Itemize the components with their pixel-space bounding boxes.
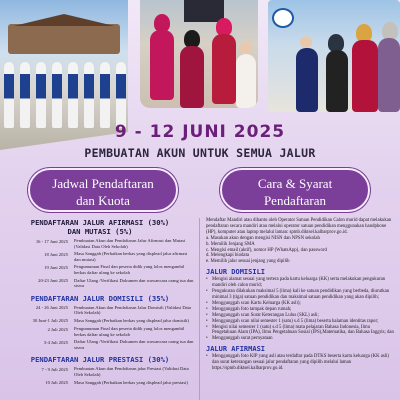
step-item: c. Mengisi email (aktif), nomor HP (WhatsApp), dan password: [206, 247, 327, 253]
requirement-text: Menggunggah scan Kartu Keluarga (KK asli);: [212, 300, 301, 306]
schedule-date: 20-23 Juni 2025: [38, 278, 68, 284]
afirmasi-requirements-title: JALUR AFIRMASI: [206, 345, 266, 354]
schedule-desc: Pengumuman Final dan peserta didik yang lolos mengambil berkas daftar ulang ke sekolah: [74, 264, 185, 275]
bullet-icon: •: [206, 300, 208, 306]
step-item: a. Masukan akun dengan mengisi NISN dan NPSN sekolah: [206, 235, 320, 241]
afirmasi-requirements-list: [206, 354, 394, 372]
schedule-date: 24 - 26 Juni 2025: [35, 305, 68, 311]
registration-steps: [206, 236, 394, 266]
requirement-item: [206, 289, 394, 301]
bullet-icon: •: [206, 312, 208, 318]
step-item: e. Memilih jalur sesuai jenjang yang dipilih: [206, 259, 290, 265]
schedule-date: 16 - 17 Juni 2025: [35, 238, 68, 244]
requirement-text: Menggunggah scan Surat Keterangan Lulus (SKL) asli;: [212, 312, 319, 318]
domisili-requirements-list: [206, 277, 394, 342]
step-item: d. Melengkapi biodata: [206, 253, 250, 259]
afirmasi-schedule-title: PENDAFTARAN JALUR AFIRMASI (30%): [30, 218, 170, 227]
schedule-row: [6, 251, 194, 262]
schedule-row: [6, 318, 194, 324]
schedule-date: 3-4 Juli 2025: [43, 339, 68, 345]
schedule-row: [6, 305, 194, 316]
logo-badge: [272, 8, 294, 28]
requirement-text: Mengisi nilai semester 1 (satu) s.d 5 (lima) mata pelajaran Bahasa Indonesia, Ilmu Pengetahuan Alam (IPA), Ilmu Pengetahuan Sosial (IPS),Matematika, dan Bahasa Inggris; dan: [212, 324, 394, 336]
band-members: [4, 62, 126, 128]
students-group-photo: [140, 0, 258, 108]
afirmasi-schedule-title-2: DAN MUTASI (5%): [67, 227, 133, 236]
pill-left-line1: Jadwal Pendaftaran: [52, 176, 154, 191]
bullet-icon: •: [206, 324, 208, 330]
column-divider: [199, 218, 200, 400]
schedule-row: [6, 238, 194, 249]
schedule-desc: Masa Sanggah (Perbaikan berkas yang displead jalur domisili): [74, 317, 189, 323]
requirement-text: Menggunggah scan nilai semester 1 (satu) s.d 5 (lima) beserta halaman identitas rapor;: [212, 318, 379, 324]
pill-right-line2: Pendaftaran: [263, 193, 327, 208]
schedule-date: 18 Juni 2025: [44, 251, 68, 257]
schedule-date: 19 Juni 2025: [44, 264, 68, 270]
requirement-item: [206, 336, 394, 342]
schedule-date: 7 - 9 Juli 2025: [41, 366, 68, 372]
school-building: [8, 24, 120, 54]
schedule-date: 10 Juli 2025: [45, 380, 68, 386]
schedule-column: [6, 218, 194, 386]
domisili-requirements-title: JALUR DOMISILI: [206, 268, 266, 277]
requirement-text: Menggunggah surat pernyataan: [212, 336, 273, 342]
schedule-desc: Pembuatan Akun dan Pendaftaran Jalur Afirmasi dan Mutasi (Validasi Data Oleh Sekolah): [74, 238, 186, 249]
schedule-row: [6, 339, 194, 350]
schedule-desc: Daftar Ulang /Verifikasi Dokumen dan wawancara orang tua dan siswa: [74, 277, 194, 289]
schedule-date: 2 Juli 2025: [47, 326, 68, 332]
prestasi-schedule-list: [6, 366, 194, 385]
registration-intro: Mendaftar Mandiri atau dibantu oleh Operator Satuan Pendidikan Calon murid dapat melakukan pendaftaran secara mandiri atau melalui operator satuan pendidikan menggunakan handphone (HP), komputer atau laptop melalui laman: spmb.diktsel.kalbarprov.go.id.: [206, 218, 392, 235]
requirement-item: [206, 325, 394, 337]
pill-right-line1: Cara & Syarat: [257, 176, 333, 191]
schedule-quota-pill: [28, 168, 178, 212]
schedule-desc: Pembuatan Akun dan Pendaftaran Jalur Domisili (Validasi Data Oleh Sekolah): [74, 304, 191, 316]
domisili-schedule-title: PENDAFTARAN JALUR DOMISILI (35%): [30, 293, 170, 303]
requirement-text: Menggunggah foto KIP yang asli atau terdaftar pada DTKS beserta kartu keluarga (KK asli) dan surat keterangan sesuai jalur pendaftaran yang dipilih melalui laman https://spmb.diktsel.kalbarprov.go.id.: [212, 354, 390, 372]
account-creation-subtitle: PEMBUATAN AKUN UNTUK SEMUA JALUR: [84, 146, 316, 160]
schedule-row: [6, 366, 194, 377]
schedule-row: [6, 264, 194, 275]
bullet-icon: •: [206, 318, 208, 324]
afirmasi-schedule-list: [6, 238, 194, 289]
schedule-desc: Pembuatan Akun dan Pendaftaran jalur Prestasi (Validasi Data Oleh Sekolah): [74, 366, 189, 377]
domisili-schedule-list: [6, 305, 194, 351]
requirements-pill: [220, 168, 370, 212]
pageant-photo: [268, 0, 400, 112]
schedule-desc: Masa Sanggah (Perbaikan berkas yang displead jalur afirmasi dan mutasi): [74, 251, 188, 262]
requirement-text: Menggunggah foto tampak depan rumah;: [212, 306, 292, 312]
schedule-row: [6, 278, 194, 289]
requirement-item: [206, 354, 394, 372]
prestasi-schedule-title: PENDAFTARAN JALUR PRESTASI (30%): [30, 355, 170, 365]
schedule-row: [6, 326, 194, 337]
bullet-icon: •: [206, 289, 208, 295]
bullet-icon: •: [206, 336, 208, 342]
pill-left-line2: dan Kuota: [76, 193, 130, 208]
requirement-text: Pengukuran dilakukan maksimal 5 (lima) kali ke satuan pendidikan yang berbeda, diurutkan minimal 3 (tiga) satuan pendidikan dan maksimal satuan pendidikan yang akan dipilih;: [212, 289, 390, 300]
bullet-icon: •: [206, 354, 208, 360]
requirement-item: [206, 277, 394, 289]
schedule-row: [6, 380, 194, 386]
schedule-desc: Masa Sanggah (Perbaikan berkas yang displead jalur prestasi): [74, 379, 188, 385]
requirements-column: [206, 218, 394, 372]
step-item: b. Memilih Jenjang SMA: [206, 241, 255, 247]
schedule-desc: Pengumuman Final dan peserta didik yang lolos mengambil berkas daftar ulang ke sekolah: [74, 326, 185, 337]
requirement-text: Mengisi alamat sesuai yang tertera pada kartu keluarga (KK) serta melakukan pengukuran mandiri oleh calon murid;: [212, 277, 386, 289]
schedule-desc: Daftar Ulang /Verifikasi Dokumen dan wawancara orang tua dan siswa: [74, 339, 194, 350]
registration-dates: 9 - 12 JUNI 2025: [114, 122, 286, 142]
bullet-icon: •: [206, 306, 208, 312]
bullet-icon: •: [206, 277, 208, 283]
schedule-date: 30 Juni-1 Juli 2025: [32, 318, 68, 324]
